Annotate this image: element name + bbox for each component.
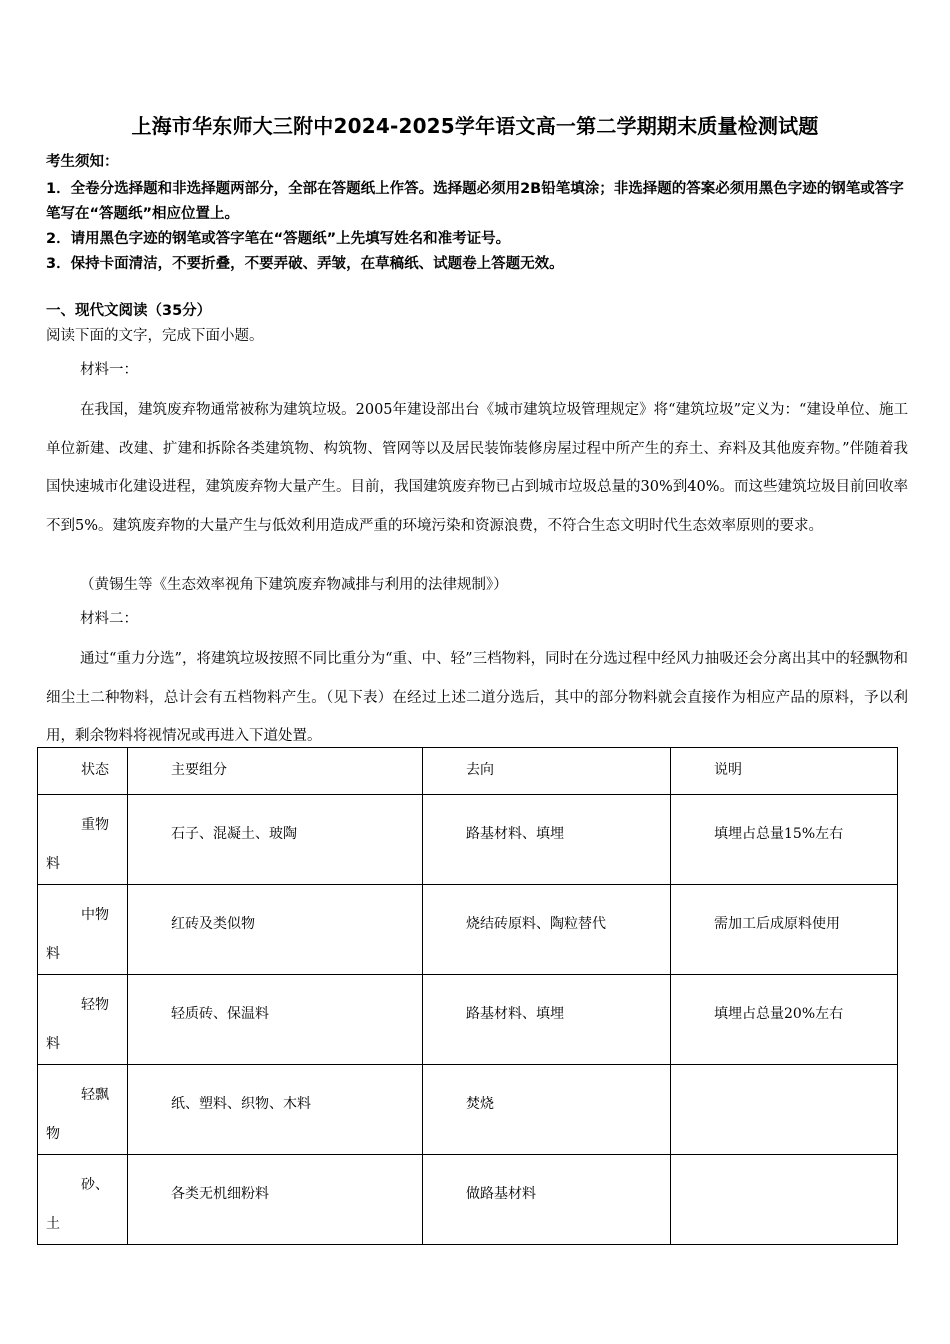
row-composition: 各类无机细粉料 [171,1186,269,1202]
row-destination: 路基材料、填埋 [466,1006,564,1022]
table-cell [671,885,898,975]
row-note: 填埋占总量15%左右 [714,826,844,842]
table-cell [671,795,898,885]
table-row [38,885,898,975]
table-cell [128,1065,423,1155]
table-cell [38,795,128,885]
material2-text: 通过“重力分选”，将建筑垃圾按照不同比重分为“重、中、轻”三档物料，同时在分选过程中经风力抽吸还会分离出其中的轻飘物和细尘土二种物料，总计会有五档物料产生。（见下表）在经过上述二道分选后，其中的部分物料就会直接作为相应产品的原料，予以利用，剩余物料将视情况或再进入下道处置。 [46,651,908,744]
row-note [671,1155,897,1183]
table-header-cell [128,748,423,795]
section-heading: 一、现代文阅读（35分） [46,303,212,319]
header-composition: 主要组分 [171,762,227,778]
table-cell [671,1155,898,1245]
table-header-cell [423,748,671,795]
notice-list [46,177,908,277]
table-row [38,975,898,1065]
page-title: 上海市华东师大三附中2024-2025学年语文高一第二学期期末质量检测试题 [131,114,819,138]
notice-item: 2．请用黑色字迹的钢笔或答字笔在“答题纸”上先填写姓名和准考证号。 [46,231,511,247]
material1-source: （黄锡生等《生态效率视角下建筑废弃物减排与利用的法律规制》） [80,577,508,593]
material2-label: 材料二： [80,611,138,627]
table-row [38,1065,898,1155]
table-cell [671,975,898,1065]
header-state: 状态 [81,762,109,778]
table-cell [128,1155,423,1245]
table-cell [38,885,128,975]
row-state: 中物料 [46,907,109,962]
table-cell [423,795,671,885]
materials-table [37,747,898,1245]
header-note: 说明 [714,762,742,778]
section-intro: 阅读下面的文字，完成下面小题。 [46,328,264,344]
row-composition: 红砖及类似物 [171,916,255,932]
table-header-row [38,748,898,795]
row-note: 需加工后成原料使用 [714,916,840,932]
table-cell [423,885,671,975]
row-state: 轻飘物 [46,1087,109,1142]
row-state: 轻物料 [46,997,109,1052]
table-row [38,1155,898,1245]
table-cell [128,795,423,885]
material1-label: 材料一： [80,362,138,378]
table-row [38,795,898,885]
table-cell [38,1155,128,1245]
row-state: 重物料 [46,817,109,872]
row-destination: 焚烧 [466,1096,494,1112]
table-header-cell [671,748,898,795]
material1-text: 在我国，建筑废弃物通常被称为建筑垃圾。2005年建设部出台《城市建筑垃圾管理规定》将“建筑垃圾”定义为：“建设单位、施工单位新建、改建、扩建和拆除各类建筑物、构筑物、管网等以及居民装饰装修房屋过程中所产生的弃土、弃料及其他废弃物。”伴随着我国快速城市化建设进程，建筑废弃物大量产生。目前，我国建筑废弃物已占到城市垃圾总量的30%到40%。而这些建筑垃圾目前回收率不到5%。建筑废弃物的大量产生与低效利用造成严重的环境污染和资源浪费，不符合生态文明时代生态效率原则的要求。 [46,402,908,534]
row-note: 填埋占总量20%左右 [714,1006,844,1022]
table-cell [128,975,423,1065]
row-destination: 路基材料、填埋 [466,826,564,842]
header-destination: 去向 [466,762,494,778]
row-state: 砂、土 [46,1177,109,1232]
notice-heading: 考生须知： [46,154,119,170]
table-cell [128,885,423,975]
row-composition: 轻质砖、保温料 [171,1006,269,1022]
row-destination: 做路基材料 [466,1186,536,1202]
notice-item: 1．全卷分选择题和非选择题两部分，全部在答题纸上作答。选择题必须用2B铅笔填涂；非选择题的答案必须用黑色字迹的钢笔或答字笔写在“答题纸”相应位置上。 [46,181,904,222]
row-destination: 烧结砖原料、陶粒替代 [466,916,606,932]
table-header-cell [38,748,128,795]
table-cell [423,1155,671,1245]
table-cell [38,1065,128,1155]
row-composition: 石子、混凝土、玻陶 [171,826,297,842]
table-cell [423,1065,671,1155]
notice-item: 3．保持卡面清洁，不要折叠，不要弄破、弄皱，在草稿纸、试题卷上答题无效。 [46,256,564,272]
table-cell [423,975,671,1065]
row-note [671,1065,897,1093]
row-composition: 纸、塑料、织物、木料 [171,1096,311,1112]
table-cell [38,975,128,1065]
table-cell [671,1065,898,1155]
